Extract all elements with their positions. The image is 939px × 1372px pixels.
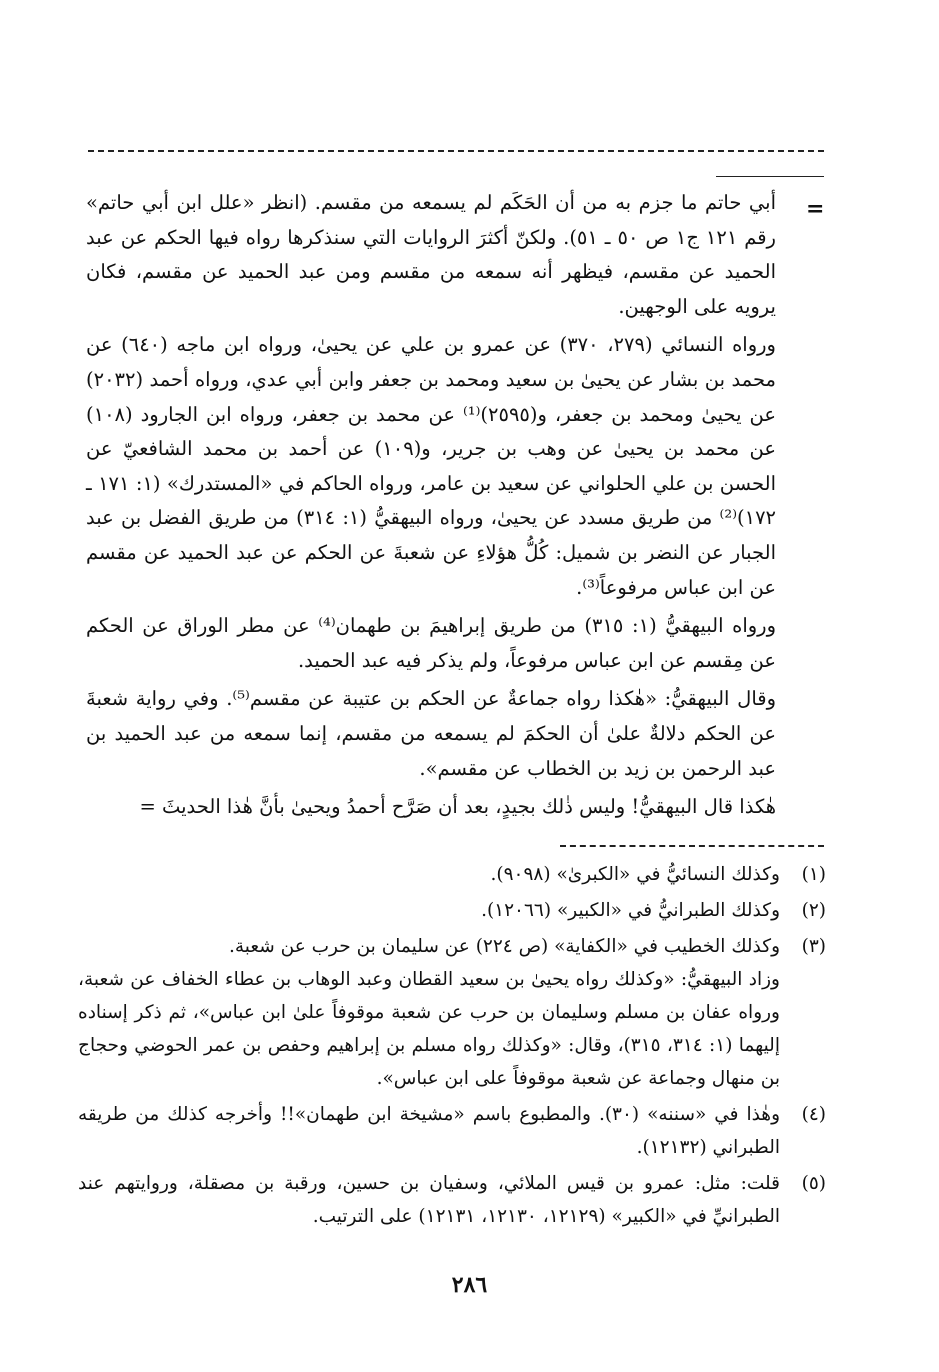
footnote-text: قلت: مثل: عمرو بن قيس الملائي، وسفيان بن حسين، ورقبة بن مصقلة، وروايتهم عند الطبرانيِّ في «الكبير» (١٢١٢٩، ١٢١٣٠، ١٢١٣١) على الترتيب. — [78, 1173, 780, 1227]
footnote-5 — [78, 1167, 826, 1233]
footnote-3 — [78, 930, 826, 1095]
footnote-text: وكذلك الخطيب في «الكفاية» (ص ٢٢٤) عن سليمان بن حرب عن شعبة. — [228, 936, 780, 957]
footnote-number: (٥) — [801, 1173, 826, 1194]
footnote-number: (١) — [801, 864, 826, 885]
page-number: ٢٨٦ — [451, 1272, 488, 1298]
main-paragraph-4: وقال البيهقيُّ: «هٰكذا رواه جماعةٌ عن الحكم بن عتيبة عن مقسم⁽⁵⁾. وفي رواية شعبةَ عن الحكم دلالةٌ علىٰ أن الحكمَ لم يسمعه من مقسم، إنما سمعه من عبد الحميد بن عبد الرحمن بن زيد بن الخطاب عن مقسم». — [86, 687, 776, 780]
footnote-text: وهٰذا في «سننه» (٣٠). والمطبوع باسم «مشيخة ابن طهمان»!! وأخرجه كذلك من طريقه الطبراني (١٢١٣٢). — [78, 1104, 781, 1158]
continuation-rule — [716, 176, 824, 177]
footnote-1 — [78, 858, 826, 891]
main-paragraph-5: هٰكذا قال البيهقيُّ! وليس ذٰلك بجيدٍ، بعد أن صَرَّح أحمدُ ويحيىٰ بأنَّ هٰذا الحديثَ = — [139, 795, 776, 819]
top-dashed-rule — [88, 150, 824, 152]
main-paragraph-3: ورواه البيهقيُّ (١: ٣١٥) من طريق إبراهيمَ بن طهمان⁽⁴⁾ عن مطر الوراق عن الحكم عن مِقسم عن ابن عباس مرفوعاً، ولم يذكر فيه عبد الحميد. — [86, 614, 776, 672]
footnote-2 — [78, 894, 826, 927]
footnote-number: (٢) — [801, 900, 826, 921]
main-paragraph-2: ورواه النسائي (٢٧٩، ٣٧٠) عن عمرو بن علي عن يحيىٰ، ورواه ابن ماجه (٦٤٠) عن محمد بن بشار عن يحيىٰ بن سعيد ومحمد بن جعفر وابن أبي عدي، ورواه أحمد (٢٠٣٢) عن يحيىٰ ومحمد بن جعفر، و(٢٥٩٥)⁽¹⁾ عن محمد بن جعفر، ورواه ابن الجارود (١٠٨) عن محمد بن يحيىٰ عن وهب بن جرير، و(١٠٩) عن أحمد بن محمد الشافعيّ عن الحسن بن علي الحلواني عن سعيد بن عامر، ورواه الحاكم في «المستدرك» (١: ١٧١ ـ ١٧٢)⁽²⁾ من طريق مسدد عن يحيىٰ، ورواه البيهقيُّ (١: ٣١٤) من طريق الفضل بن عبد الجبار عن النضر بن شميل: كُلُّ هؤلاءِ عن شعبةَ عن الحكم عن عبد الحميد عن مقسم عن ابن عباس مرفوعاً⁽³⁾. — [86, 333, 777, 599]
footnote-4 — [78, 1098, 826, 1164]
footnote-text: وكذلك الطبرانيُّ في «الكبير» (١٢٠٦٦). — [481, 900, 780, 921]
footnotes — [78, 858, 826, 1236]
footnote-text: وزاد البيهقيُّ: «وكذلك رواه يحيىٰ بن سعيد القطان وعبد الوهاب بن عطاء الخفاف عن شعبة، ورواه عفان بن مسلم وسليمان بن حرب عن شعبة موقوفاً علىٰ ابن عباس»، ثم ذكر إسناده إليهما (١: ٣١٤، ٣١٥)، وقال: «وكذلك رواه مسلم بن إبراهيم وحفص بن عمر الحوضي وحجاج بن منهال وجماعة عن شعبة موقوفاً على ابن عباس». — [78, 969, 780, 1089]
main-text — [86, 186, 776, 829]
footnote-number: (٤) — [801, 1104, 826, 1125]
footnote-separator — [560, 845, 824, 847]
footnote-text: وكذلك النسائيُّ في «الكبرىٰ» (٩٠٩٨). — [490, 864, 780, 885]
footnote-number: (٣) — [801, 936, 826, 957]
continuation-mark: = — [806, 196, 825, 222]
main-paragraph-1: أبي حاتم ما جزم به من أن الحَكَم لم يسمعه من مقسم. (انظر «علل ابن أبي حاتم» رقم ١٢١ ج١ ص ٥٠ ـ ٥١). ولكنّ أكثرَ الروايات التي سنذكرها رواه فيها الحكم عن عبد الحميد عن مقسم، فيظهر أنه سمعه من مقسم ومن عبد الحميد عن مقسم، فكان يرويه على الوجهين. — [86, 191, 776, 318]
